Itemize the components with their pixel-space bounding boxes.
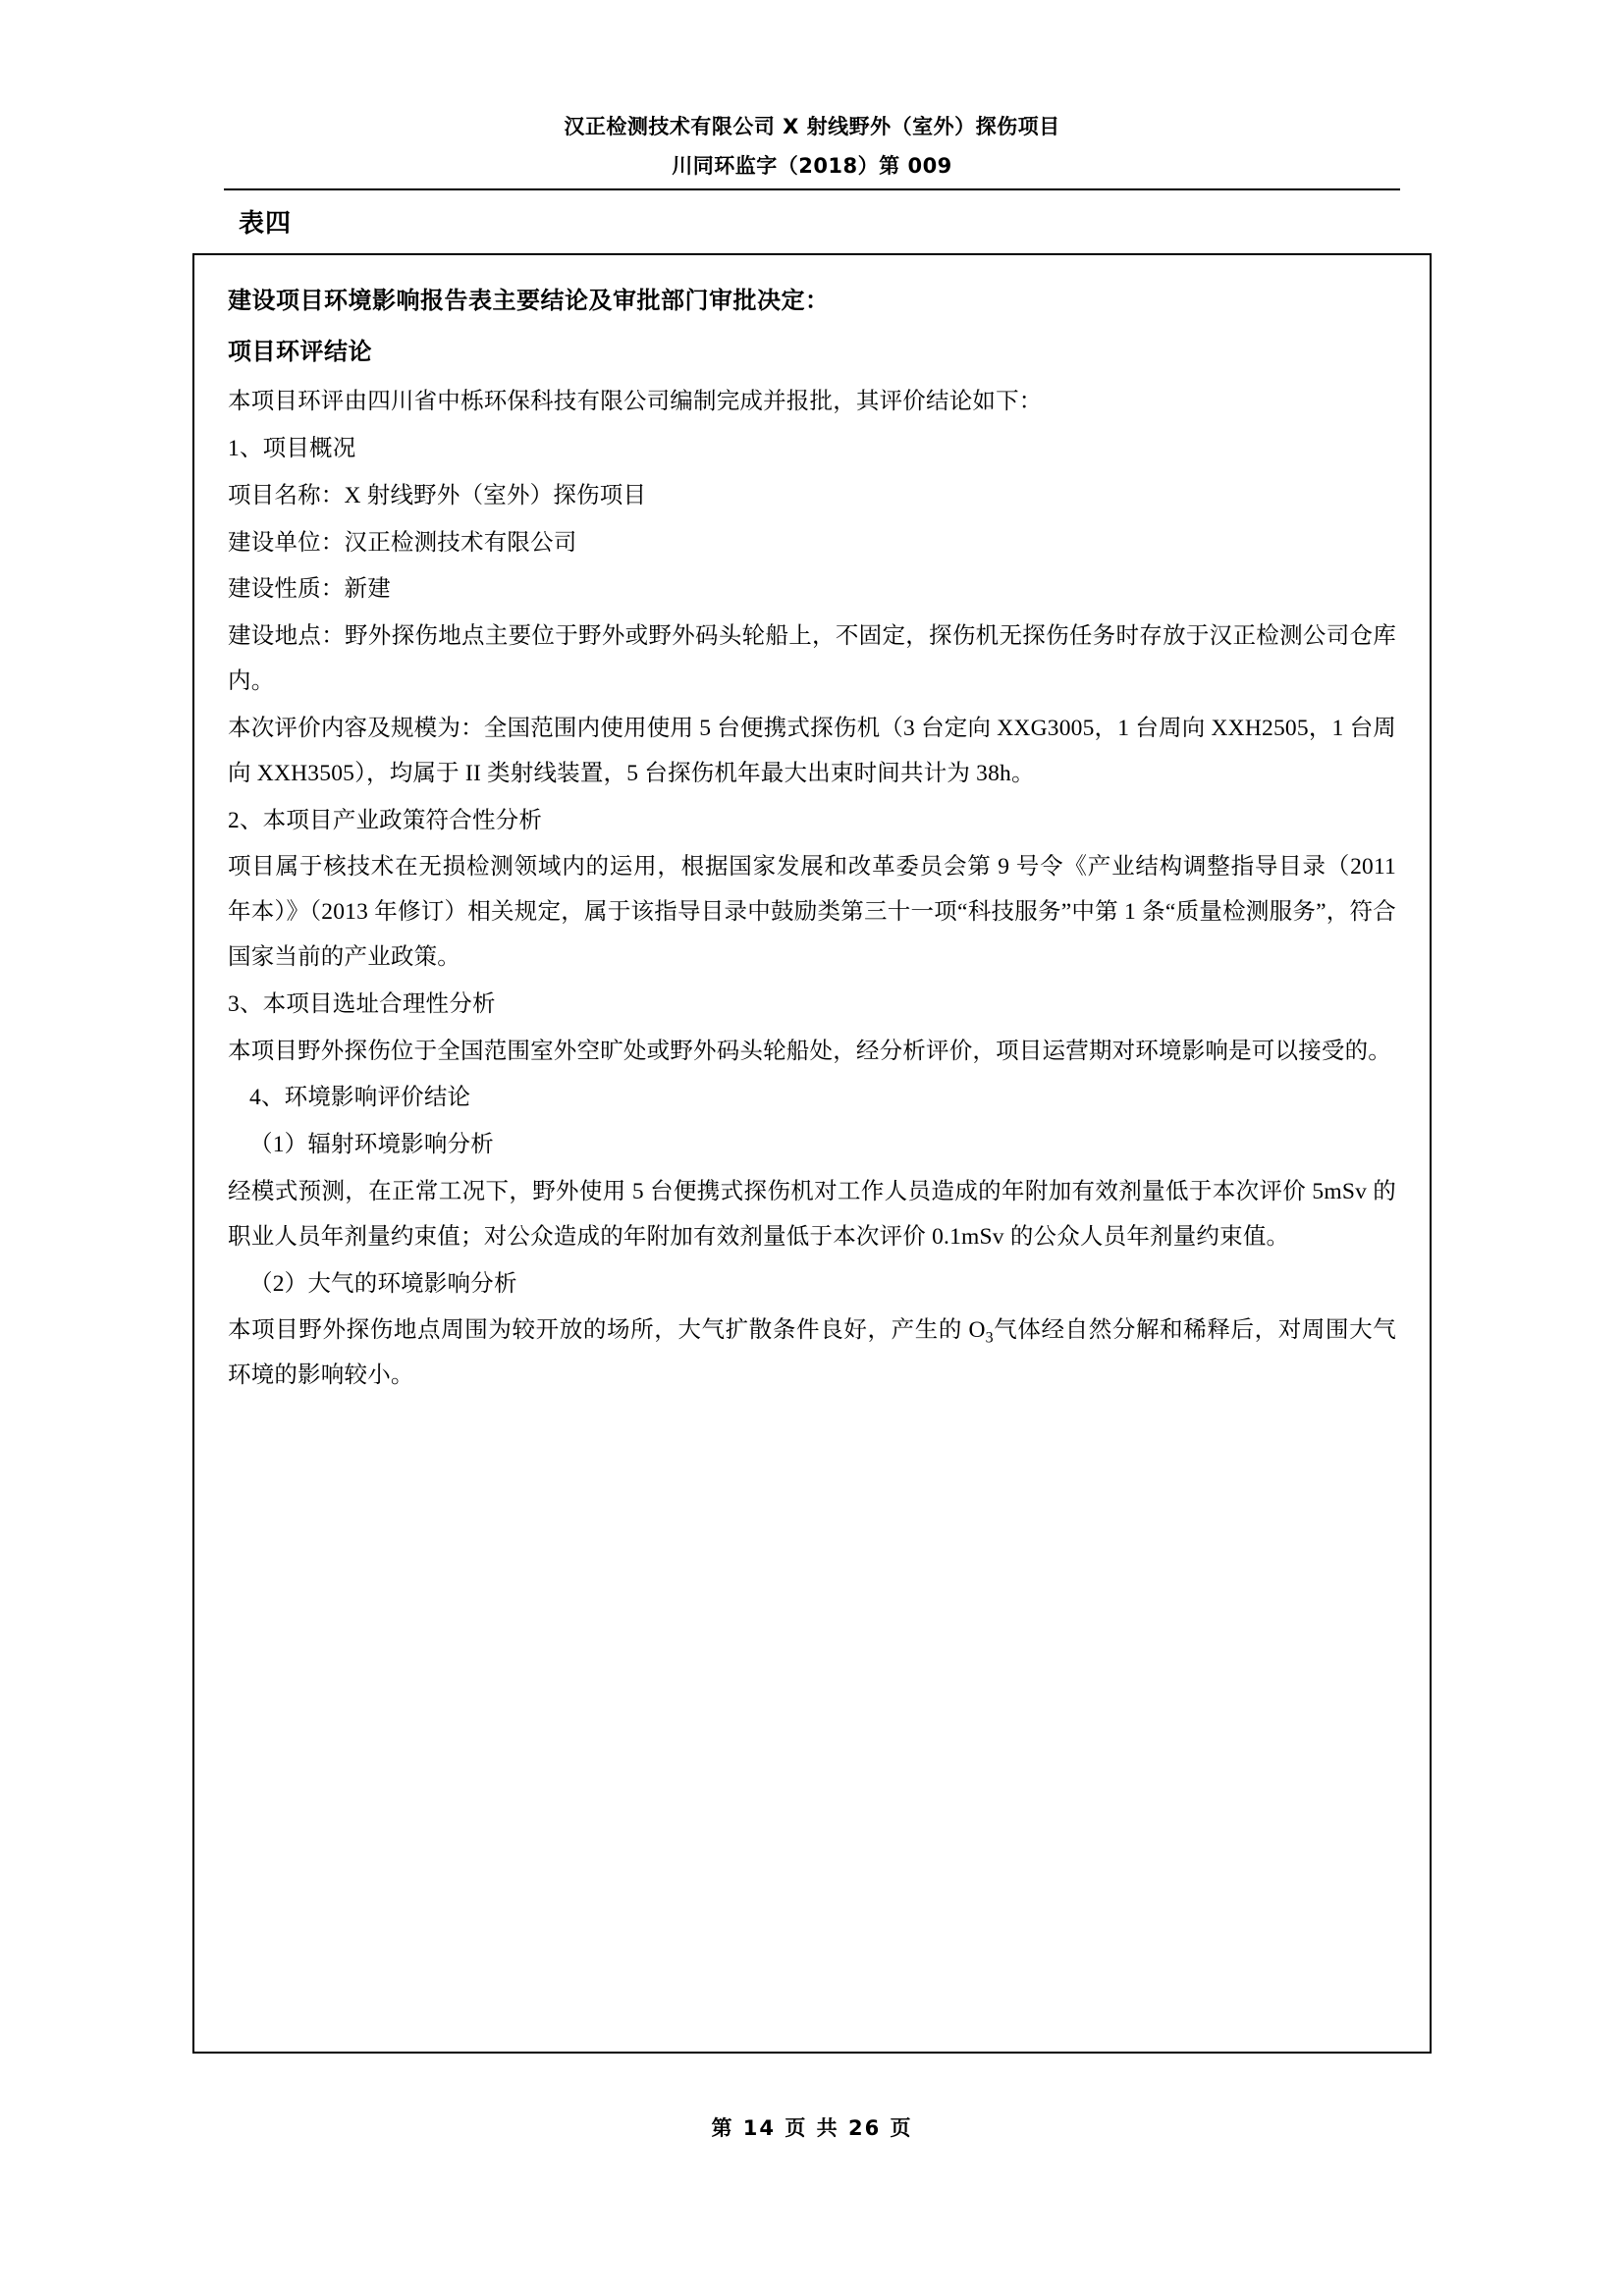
header-divider	[224, 188, 1400, 190]
paragraph: 2、本项目产业政策符合性分析	[228, 807, 543, 833]
box-title: 建设项目环境影响报告表主要结论及审批部门审批决定：	[228, 287, 830, 314]
paragraph: 建设性质：新建	[228, 576, 391, 603]
paragraph: 本项目环评由四川省中栎环保科技有限公司编制完成并报批，其评价结论如下：	[228, 389, 1043, 415]
paragraph: 项目名称：X 射线野外（室外）探伤项目	[228, 482, 647, 508]
paragraph-text-prefix: 本项目野外探伤地点周围为较开放的场所，大气扩散条件良好，产生的 O	[228, 1317, 986, 1344]
page-header	[0, 108, 1624, 187]
content-box	[192, 253, 1432, 2054]
table-label: 表四	[239, 209, 293, 239]
paragraph: 本项目野外探伤位于全国范围室外空旷处或野外码头轮船处，经分析评价，项目运营期对环境影响是可以接受的。	[228, 1038, 1391, 1064]
paragraph-with-subscript	[228, 1308, 1396, 1399]
paragraph: 1、项目概况	[228, 436, 356, 461]
paragraph: 经模式预测，在正常工况下，野外使用 5 台便携式探伤机对工作人员造成的年附加有效剂量低于本次评价 5mSv 的职业人员年剂量约束值；对公众造成的年附加有效剂量低于本次评价 0.1mSv 的公众人员年剂量约束值。	[228, 1179, 1396, 1250]
header-title-line1: 汉正检测技术有限公司 X 射线野外（室外）探伤项目	[564, 115, 1060, 138]
paragraph: （2）大气的环境影响分析	[249, 1270, 517, 1297]
paragraph: 建设单位：汉正检测技术有限公司	[228, 529, 577, 556]
paragraph: 本次评价内容及规模为：全国范围内使用使用 5 台便携式探伤机（3 台定向 XXG3005，1 台周向 XXH2505，1 台周向 XXH3505），均属于 II 类射线装置，5 台探伤机年最大出束时间共计为 38h。	[228, 715, 1396, 786]
paragraph: 3、本项目选址合理性分析	[228, 990, 496, 1017]
paragraph: （1）辐射环境影响分析	[249, 1132, 494, 1158]
paragraph: 4、环境影响评价结论	[249, 1085, 471, 1111]
header-title-line2: 川同环监字（2018）第 009	[672, 153, 952, 178]
paragraph: 建设地点：野外探伤地点主要位于野外或野外码头轮船上，不固定，探伤机无探伤任务时存放于汉正检测公司仓库内。	[228, 623, 1396, 695]
subscript-3: 3	[985, 1330, 994, 1348]
paragraph-text-suffix: 气体经自然分解和稀释后，对周围大气环境的影响较小。	[228, 1317, 1396, 1389]
page-footer: 第 14 页 共 26 页	[711, 2116, 913, 2140]
paragraph: 项目属于核技术在无损检测领域内的运用，根据国家发展和改革委员会第 9 号令《产业结构调整指导目录（2011 年本）》（2013 年修订）相关规定，属于该指导目录中鼓励类第三十一项“科技服务”中第 1 条“质量检测服务”，符合国家当前的产业政策。	[228, 854, 1396, 970]
box-subtitle: 项目环评结论	[228, 337, 372, 365]
